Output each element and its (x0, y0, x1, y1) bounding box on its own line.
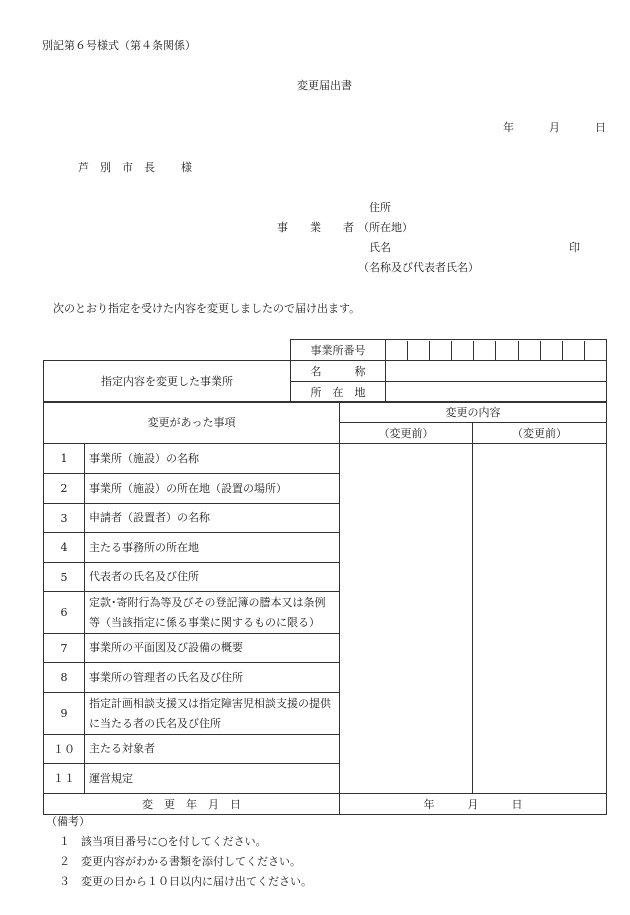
form-id: 別記第６号様式（第４条関係） (42, 39, 196, 52)
item-text: 定款･寄附行為等及びその登記簿の謄本又は条例等（当該指定に係る事業に関するものに限る） (85, 592, 340, 634)
item-number: 9 (44, 693, 85, 735)
addressee-honorific: 様 (181, 161, 192, 174)
office-number-digit[interactable] (562, 341, 584, 360)
item-number: １０ (44, 735, 85, 764)
item-number: １１ (44, 764, 85, 794)
applicant-location-label: （所在地） (358, 221, 413, 234)
note-item: ３ 変更の日から１０日以内に届け出てください。 (59, 875, 312, 888)
before-content-field[interactable] (340, 444, 473, 794)
applicant-representative-label: （名称及び代表者氏名） (358, 261, 479, 274)
office-name-label: 名 称 (291, 361, 386, 382)
applicant-seal-label: 印 (569, 241, 580, 254)
change-date-label: 変 更 年 月 日 (44, 794, 340, 815)
notes-title: （備考） (46, 815, 90, 828)
after-header: （変更前） (473, 423, 607, 444)
date-day-label: 日 (595, 121, 606, 134)
office-number-label: 事業所番号 (291, 340, 386, 361)
item-text: 代表者の氏名及び住所 (85, 563, 340, 592)
office-number-digit[interactable] (429, 341, 451, 360)
item-text: 申請者（設置者）の名称 (85, 504, 340, 533)
office-number-digit[interactable] (518, 341, 540, 360)
office-name-field[interactable] (386, 361, 607, 382)
item-text: 運営規定 (85, 764, 340, 794)
after-content-field[interactable] (473, 444, 607, 794)
item-number: 2 (44, 474, 85, 504)
changed-office-label: 指定内容を変更した事業所 (44, 361, 291, 403)
items-header: 変更があった事項 (44, 402, 340, 444)
office-number-field[interactable] (386, 340, 607, 361)
office-location-field[interactable] (386, 382, 607, 403)
change-items-table (43, 401, 607, 815)
item-text: 主たる事務所の所在地 (85, 533, 340, 563)
office-number-digit[interactable] (540, 341, 562, 360)
addressee-city: 芦 別 市 長 (78, 161, 155, 174)
office-number-digit[interactable] (451, 341, 473, 360)
applicant-business-label: 事 業 者 (277, 221, 354, 234)
date-year-label: 年 (503, 121, 514, 134)
item-number: 8 (44, 663, 85, 693)
item-number: 7 (44, 634, 85, 663)
office-location-label: 所 在 地 (291, 382, 386, 403)
applicant-name-label: 氏名 (369, 241, 391, 254)
office-info-table (43, 339, 607, 403)
page-title: 変更届出書 (297, 79, 352, 92)
item-text: 指定計画相談支援又は指定障害児相談支援の提供に当たる者の氏名及び住所 (85, 693, 340, 735)
item-number: 1 (44, 444, 85, 474)
applicant-address-label: 住所 (369, 201, 391, 214)
item-text: 事業所の管理者の氏名及び住所 (85, 663, 340, 693)
item-text: 事業所の平面図及び設備の概要 (85, 634, 340, 663)
item-number: 3 (44, 504, 85, 533)
office-number-digit[interactable] (473, 341, 495, 360)
item-text: 事業所（施設）の所在地（設置の場所） (85, 474, 340, 504)
office-number-digit[interactable] (495, 341, 517, 360)
item-number: 5 (44, 563, 85, 592)
note-item: １ 該当項目番号に○を付してください。 (59, 835, 267, 848)
before-header: （変更前） (340, 423, 473, 444)
office-table-blank (44, 340, 291, 361)
item-text: 主たる対象者 (85, 735, 340, 764)
change-date-field[interactable]: 年 月 日 (340, 794, 607, 815)
note-item: ２ 変更内容がわかる書類を添付してください。 (59, 855, 301, 868)
office-number-digit[interactable] (407, 341, 429, 360)
item-number: 4 (44, 533, 85, 563)
item-number: 6 (44, 592, 85, 634)
office-number-digit[interactable] (386, 341, 407, 360)
content-header: 変更の内容 (340, 402, 607, 423)
office-number-digit[interactable] (584, 341, 606, 360)
date-month-label: 月 (549, 121, 560, 134)
item-text: 事業所（施設）の名称 (85, 444, 340, 474)
intro-text: 次のとおり指定を受けた内容を変更しましたので届け出ます。 (53, 302, 361, 315)
